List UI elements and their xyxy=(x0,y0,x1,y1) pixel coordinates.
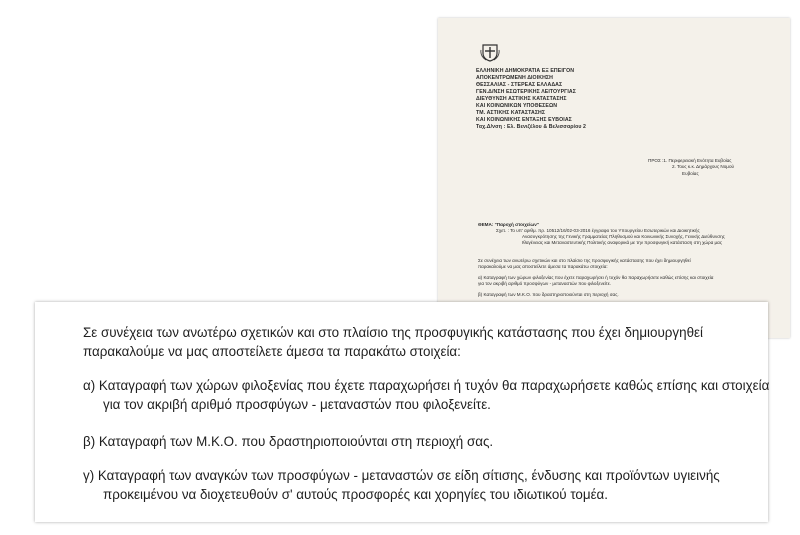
header-line: ΓΕΝ.Δ/ΝΣΗ ΕΣΩΤΕΡΙΚΗΣ ΛΕΙΤΟΥΡΓΙΑΣ xyxy=(476,89,576,95)
reference-line: Ανασυγκρότησης της Γενικής Γραμματείας Πληθυσμού και Κοινωνικής Συνοχής, Γενικής Διεύθυνσης xyxy=(522,234,725,239)
excerpt-paragraph xyxy=(83,323,755,361)
header-line: ΚΑΙ ΚΟΙΝΩΝΙΚΗΣ ΕΝΤΑΞΗΣ ΕΥΒΟΙΑΣ xyxy=(476,117,572,123)
excerpt-item-b xyxy=(83,432,755,451)
reference-line: Ιθαγένειας και Μεταναστευτικής Πολιτικής αναφορικά με την προσφυγική κατάσταση στη χώρα μας xyxy=(522,240,723,245)
excerpt-line: α) Καταγραφή των χώρων φιλοξενίας που έχετε παραχωρήσει ή τυχόν θα παραχωρήσετε καθώς επίσης και στοιχεία xyxy=(83,378,770,393)
body-line: α) Καταγραφή των χώρων φιλοξενίας που έχετε παραχωρήσει ή τυχόν θα παραχωρήσετε καθώς επίσης και στοιχεία xyxy=(478,275,714,280)
excerpt-line: γ) Καταγραφή των αναγκών των προσφύγων - μεταναστών σε είδη σίτισης, ένδυσης και προϊόντων υγιεινής xyxy=(83,468,720,483)
header-line: ΕΛΛΗΝΙΚΗ ΔΗΜΟΚΡΑΤΙΑ ΕΞ ΕΠΕΙΓΟΝ xyxy=(476,68,575,74)
body-line: παρακαλούμε να μας αποστείλετε άμεσα τα παρακάτω στοιχεία: xyxy=(478,264,608,269)
letter-subject xyxy=(478,222,778,246)
letter-header xyxy=(476,68,646,131)
greek-coat-of-arms-icon xyxy=(480,42,500,62)
header-line: ΚΑΙ ΚΟΙΝΩΝΙΚΩΝ ΥΠΟΘΕΣΕΩΝ xyxy=(476,103,558,109)
recipient-line: Ευβοίας xyxy=(682,170,699,176)
subject-title: ΘΕΜΑ: "Παροχή στοιχείων" xyxy=(478,222,539,227)
letter-recipient xyxy=(648,158,788,177)
recipient-line: ΠΡΟΣ :1. Περιφερειακή Ενότητα Ευβοίας xyxy=(648,158,732,163)
scanned-letter xyxy=(438,18,790,338)
body-line: Σε συνέχεια των ανωτέρω σχετικών και στο πλαίσιο της προσφυγικής κατάστασης που έχει δημιουργηθεί xyxy=(478,258,691,263)
recipient-line: 2. Τους κ.κ. Δημάρχους Νομού xyxy=(672,164,735,170)
header-line: ΤΜ. ΑΣΤΙΚΗΣ ΚΑΤΑΣΤΑΣΗΣ xyxy=(476,110,546,116)
letter-body xyxy=(478,258,783,298)
excerpt-line: προκειμένου να διοχετευθούν σ' αυτούς προσφορές και χορηγίες του ιδιωτικού τομέα. xyxy=(103,487,609,502)
excerpt-item-c xyxy=(83,466,755,504)
header-line: ΔΙΕΥΘΥΝΣΗ ΑΣΤΙΚΗΣ ΚΑΤΑΣΤΑΣΗΣ xyxy=(476,96,567,102)
reference-line: Σχετ. : Το υπ' αριθμ. πρ. 10512/16/02-03-2016 έγγραφο του Υπουργείου Εσωτερικών και Διοικητικής xyxy=(496,228,700,233)
excerpt-line: για τον ακριβή αριθμό προσφύγων - μεταναστών που φιλοξενείτε. xyxy=(103,397,491,412)
excerpt-item-a xyxy=(83,376,770,414)
excerpt-line: β) Καταγραφή των Μ.Κ.Ο. που δραστηριοποιούνται στη περιοχή σας. xyxy=(83,434,494,449)
excerpt-line: Σε συνέχεια των ανωτέρω σχετικών και στο πλαίσιο της προσφυγικής κατάστασης που έχει δημιουργηθεί xyxy=(83,325,703,340)
zoomed-excerpt xyxy=(35,302,768,522)
excerpt-line: παρακαλούμε να μας αποστείλετε άμεσα τα παρακάτω στοιχεία: xyxy=(83,344,461,359)
header-line: Ταχ.Δ/νση : Ελ. Βενιζέλου & Βελισσαρίου 2 xyxy=(476,124,586,130)
header-line: ΘΕΣΣΑΛΙΑΣ - ΣΤΕΡΕΑΣ ΕΛΛΑΔΑΣ xyxy=(476,82,563,88)
body-line: για τον ακριβή αριθμό προσφύγων - μεταναστών που φιλοξενείτε. xyxy=(478,281,612,286)
header-line: ΑΠΟΚΕΝΤΡΩΜΕΝΗ ΔΙΟΙΚΗΣΗ xyxy=(476,75,553,81)
body-line: β) Καταγραφή των Μ.Κ.Ο. που δραστηριοποιούνται στη περιοχή σας. xyxy=(478,292,619,297)
